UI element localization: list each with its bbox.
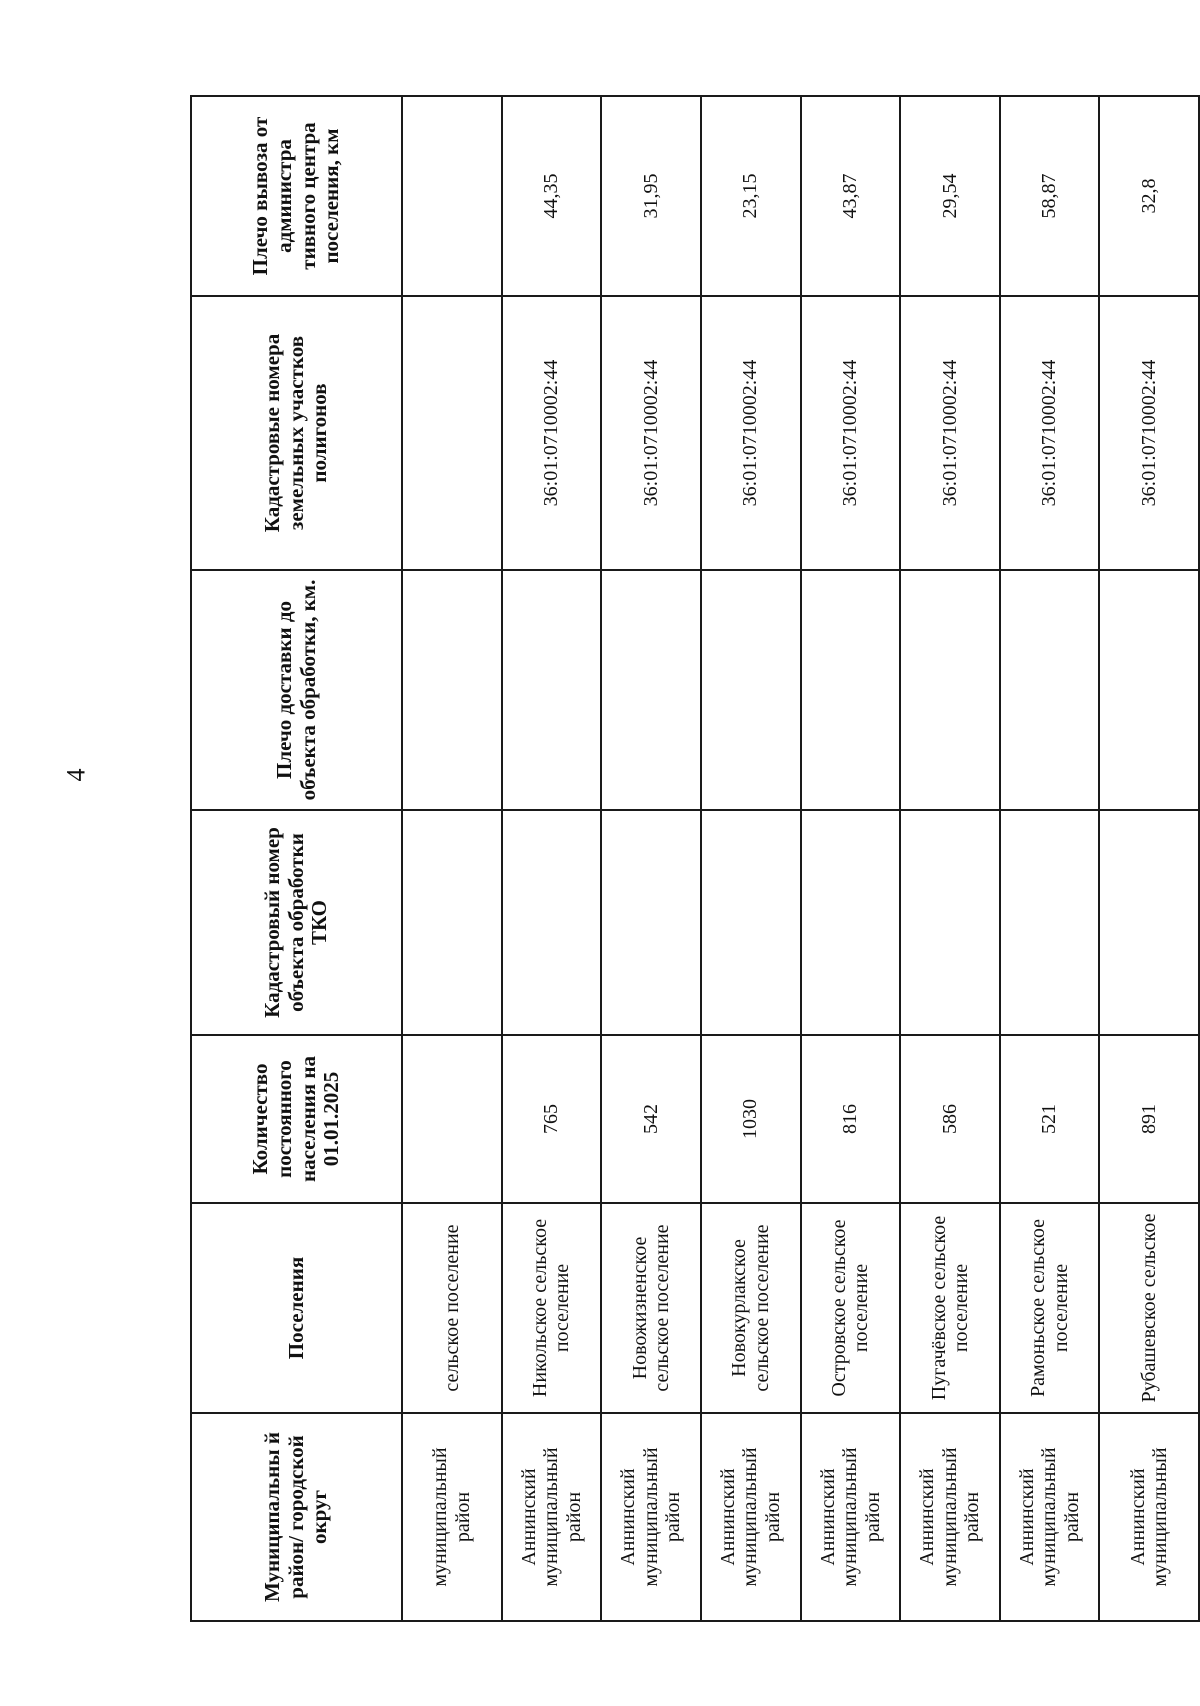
header-settlement: Поселения [191, 1203, 402, 1413]
rotated-table-wrapper [190, 97, 1200, 1622]
cell-settlement: Пугачёвское сельское поселение [900, 1203, 1000, 1413]
cell-processing-cadastral [1000, 810, 1100, 1035]
cell-district: Аннинский муниципальный район [801, 1413, 901, 1621]
cell-population: 521 [1000, 1035, 1100, 1203]
cell-district: Аннинский муниципальный район [900, 1413, 1000, 1621]
header-landfill-cadastral: Кадастровые номера земельных участков полигонов [191, 296, 402, 570]
cell-delivery-distance [1000, 570, 1100, 810]
cell-population: 891 [1099, 1035, 1199, 1203]
table-row [402, 96, 502, 1621]
header-row [191, 96, 402, 1621]
cell-district: Аннинский муниципальный район [502, 1413, 602, 1621]
cell-export-distance: 23,15 [701, 96, 801, 296]
cell-export-distance: 29,54 [900, 96, 1000, 296]
header-population: Количество постоянного населения на 01.01.2025 [191, 1035, 402, 1203]
cell-population: 816 [801, 1035, 901, 1203]
cell-population: 586 [900, 1035, 1000, 1203]
cell-processing-cadastral [502, 810, 602, 1035]
cell-settlement: Никольское сельское поселение [502, 1203, 602, 1413]
cell-district: Аннинский муниципальный [1099, 1413, 1199, 1621]
cell-district: Аннинский муниципальный район [701, 1413, 801, 1621]
cell-export-distance: 32,8 [1099, 96, 1199, 296]
cell-population: 542 [601, 1035, 701, 1203]
table-row [801, 96, 901, 1621]
table-row [1099, 96, 1199, 1621]
data-table [190, 95, 1200, 1622]
cell-settlement: Новожизненское сельское поселение [601, 1203, 701, 1413]
cell-delivery-distance [402, 570, 502, 810]
header-export-distance: Плечо вывоза от администра тивного центра поселения, км [191, 96, 402, 296]
cell-population: 765 [502, 1035, 602, 1203]
cell-processing-cadastral [1099, 810, 1199, 1035]
cell-delivery-distance [1099, 570, 1199, 810]
cell-settlement: Островское сельское поселение [801, 1203, 901, 1413]
cell-settlement: сельское поселение [402, 1203, 502, 1413]
cell-landfill-cadastral: 36:01:0710002:44 [801, 296, 901, 570]
cell-processing-cadastral [601, 810, 701, 1035]
header-processing-cadastral: Кадастровый номер объекта обработки ТКО [191, 810, 402, 1035]
cell-export-distance: 43,87 [801, 96, 901, 296]
cell-delivery-distance [900, 570, 1000, 810]
cell-landfill-cadastral [402, 296, 502, 570]
cell-export-distance: 44,35 [502, 96, 602, 296]
table-row [900, 96, 1000, 1621]
header-delivery-distance: Плечо доставки до объекта обработки, км. [191, 570, 402, 810]
table-row [1000, 96, 1100, 1621]
table-row [601, 96, 701, 1621]
cell-landfill-cadastral: 36:01:0710002:44 [502, 296, 602, 570]
cell-population: 1030 [701, 1035, 801, 1203]
cell-processing-cadastral [801, 810, 901, 1035]
header-district: Муниципальны й район/ городской округ [191, 1413, 402, 1621]
page-number: 4 [61, 768, 91, 782]
cell-processing-cadastral [402, 810, 502, 1035]
cell-delivery-distance [801, 570, 901, 810]
cell-landfill-cadastral: 36:01:0710002:44 [900, 296, 1000, 570]
cell-export-distance: 58,87 [1000, 96, 1100, 296]
cell-district: муниципальный район [402, 1413, 502, 1621]
cell-settlement: Рамоньское сельское поселение [1000, 1203, 1100, 1413]
table-row [502, 96, 602, 1621]
cell-landfill-cadastral: 36:01:0710002:44 [701, 296, 801, 570]
cell-landfill-cadastral: 36:01:0710002:44 [1099, 296, 1199, 570]
cell-export-distance: 31,95 [601, 96, 701, 296]
cell-export-distance [402, 96, 502, 296]
cell-processing-cadastral [701, 810, 801, 1035]
cell-landfill-cadastral: 36:01:0710002:44 [1000, 296, 1100, 570]
cell-landfill-cadastral: 36:01:0710002:44 [601, 296, 701, 570]
cell-settlement: Рубашевское сельское [1099, 1203, 1199, 1413]
cell-population [402, 1035, 502, 1203]
cell-settlement: Новокурлакское сельское поселение [701, 1203, 801, 1413]
cell-delivery-distance [601, 570, 701, 810]
cell-delivery-distance [701, 570, 801, 810]
table-row [701, 96, 801, 1621]
cell-processing-cadastral [900, 810, 1000, 1035]
cell-district: Аннинский муниципальный район [601, 1413, 701, 1621]
cell-delivery-distance [502, 570, 602, 810]
cell-district: Аннинский муниципальный район [1000, 1413, 1100, 1621]
